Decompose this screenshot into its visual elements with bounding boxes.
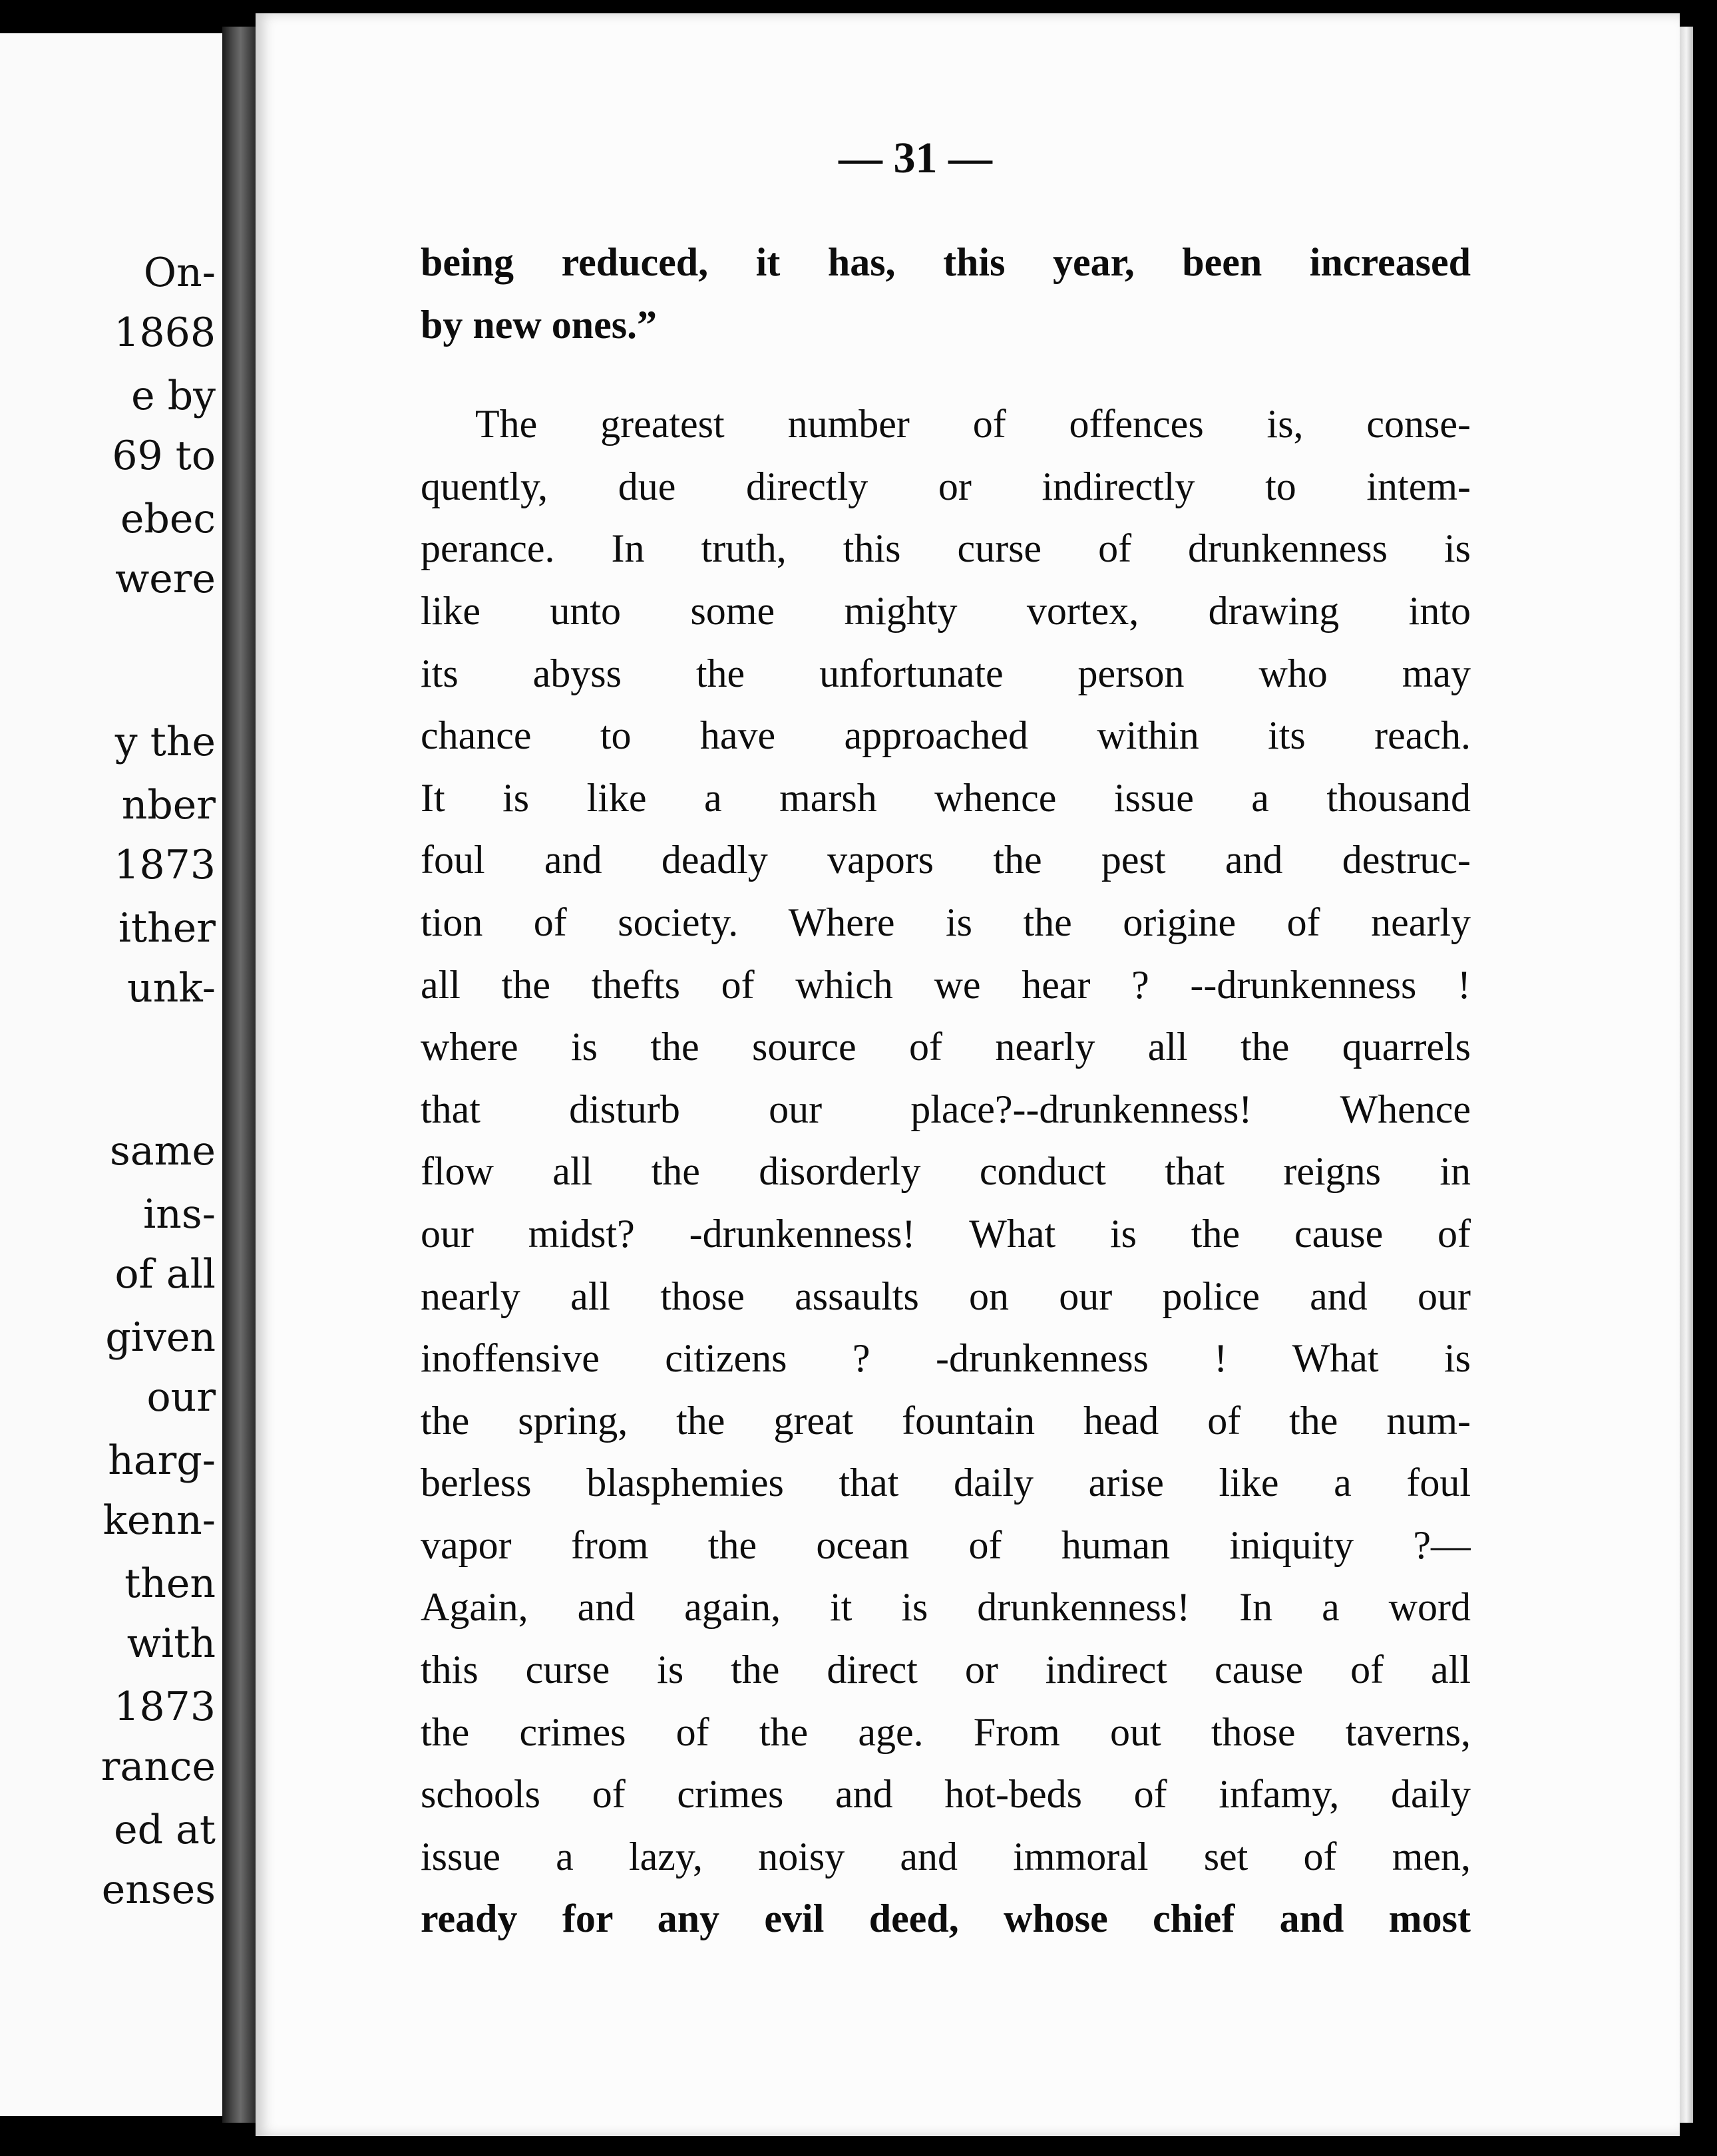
left-page-fragment: of all: [114, 1251, 216, 1298]
text-line: being reduced, it has, this year, been increased: [421, 240, 1471, 284]
text-line: our midst? -drunkenness! What is the cause of: [421, 1211, 1471, 1256]
text-line: The greatest number of offences is, conse-: [475, 402, 1471, 447]
text-line: vapor from the ocean of human iniquity ?—: [421, 1523, 1471, 1567]
text-line: It is like a marsh whence issue a thousand: [421, 775, 1471, 820]
text-line: that disturb our place?--drunkenness! Whence: [421, 1087, 1471, 1131]
left-page-fragment: ebec: [120, 496, 216, 542]
left-page-fragment: given: [105, 1314, 216, 1361]
left-page-fragment: same: [110, 1128, 216, 1174]
page-edge: [1680, 27, 1693, 2123]
text-line: the crimes of the age. From out those taverns,: [421, 1709, 1471, 1754]
left-page-fragment: nber: [121, 782, 216, 828]
text-line: tion of society. Where is the origine of nearly: [421, 900, 1471, 944]
left-page-fragment: 69 to: [112, 433, 216, 479]
text-line: quently, due directly or indirectly to intem-: [421, 464, 1471, 508]
text-line: its abyss the unfortunate person who may: [421, 651, 1471, 695]
paragraph-gap: [421, 356, 1471, 393]
text-line: all the thefts of which we hear ? --drunkenness !: [421, 962, 1471, 1007]
left-page-fragment: 1868: [114, 309, 216, 356]
text-line: nearly all those assaults on our police and our: [421, 1274, 1471, 1318]
book-gutter: [222, 27, 256, 2123]
body-text: [421, 232, 1471, 1950]
text-line: perance. In truth, this curse of drunkenness is: [421, 526, 1471, 571]
text-line: flow all the disorderly conduct that reigns in: [421, 1149, 1471, 1194]
text-line: chance to have approached within its reach.: [421, 713, 1471, 758]
left-page-fragment: with: [126, 1620, 216, 1667]
text-line: like unto some mighty vortex, drawing into: [421, 588, 1471, 633]
left-page-fragment: enses: [101, 1867, 216, 1913]
left-page-fragment: were: [114, 556, 216, 602]
text-line: berless blasphemies that daily arise like a foul: [421, 1461, 1471, 1505]
left-page-fragment: kenn-: [102, 1497, 216, 1544]
left-page-fragment: 1873: [114, 1684, 216, 1730]
text-line: inoffensive citizens ? -drunkenness ! What is: [421, 1336, 1471, 1381]
left-page-fragment: then: [124, 1560, 216, 1607]
text-line: schools of crimes and hot-beds of infamy, daily: [421, 1772, 1471, 1817]
left-facing-page: [0, 33, 222, 2116]
text-line: this curse is the direct or indirect cause of all: [421, 1648, 1471, 1692]
text-line: by new ones.”: [421, 302, 658, 347]
text-line: issue a lazy, noisy and immoral set of men,: [421, 1834, 1471, 1879]
left-page-fragment: On-: [143, 250, 216, 296]
left-page-fragment: ither: [118, 905, 216, 952]
text-line: foul and deadly vapors the pest and destruc-: [421, 838, 1471, 882]
left-page-fragment: rance: [100, 1743, 216, 1790]
text-line: the spring, the great fountain head of the num-: [421, 1398, 1471, 1443]
text-line: ready for any evil deed, whose chief and most: [421, 1896, 1471, 1941]
text-line: where is the source of nearly all the quarrels: [421, 1025, 1471, 1069]
left-page-fragment: e by: [131, 373, 216, 419]
left-page-fragment: our: [146, 1374, 216, 1421]
left-page-fragment: y the: [114, 719, 216, 765]
left-page-fragment: harg-: [108, 1437, 216, 1484]
page-number: — 31 —: [839, 134, 992, 182]
left-page-fragment: ed at: [114, 1807, 216, 1853]
left-page-fragment: ins-: [143, 1191, 216, 1238]
left-page-fragment: unk-: [127, 965, 216, 1011]
left-page-fragment: 1873: [114, 842, 216, 888]
text-line: Again, and again, it is drunkenness! In a word: [421, 1585, 1471, 1630]
